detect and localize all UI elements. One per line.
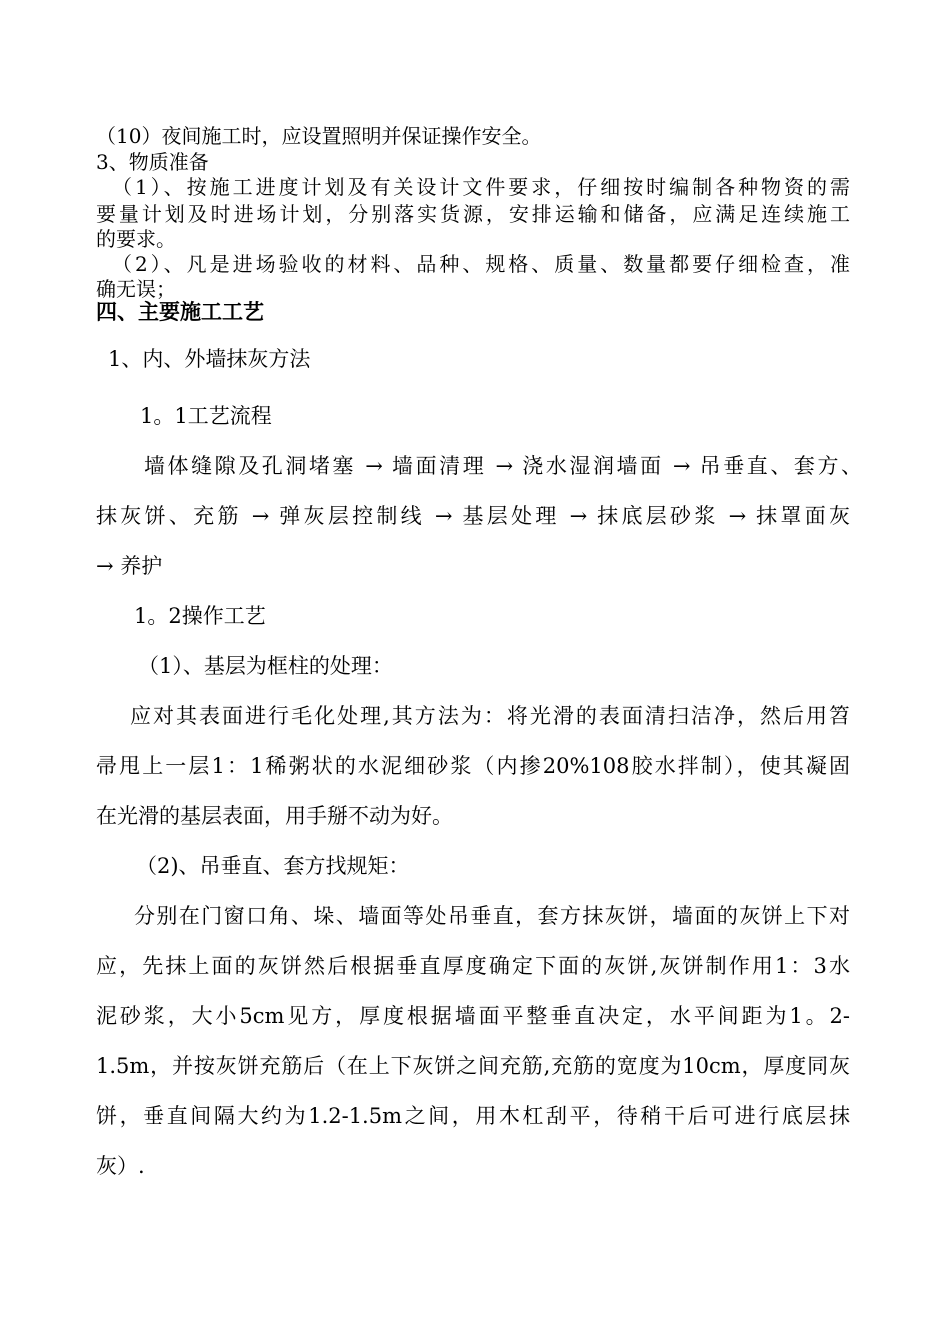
process-flow-line-3: → 养护 xyxy=(96,554,163,578)
operation-2-line-2: 应，先抹上面的灰饼然后根据垂直厚度确定下面的灰饼,灰饼制作用1：3水 xyxy=(96,954,850,978)
operation-2-title: （2)、吊垂直、套方找规矩： xyxy=(136,854,410,878)
material-para-2-line-2: 确无误； xyxy=(96,277,176,301)
subheading-wall-plastering-method: 1、内、外墙抹灰方法 xyxy=(108,347,311,371)
material-para-1-line-1: （1）、按施工进度计划及有关设计文件要求，仔细按时编制各种物资的需 xyxy=(112,175,850,199)
subheading-process-flow: 1。1工艺流程 xyxy=(140,404,272,428)
item-10-night-work: （10）夜间施工时，应设置照明并保证操作安全。 xyxy=(96,124,542,148)
operation-2-line-4: 1.5m，并按灰饼充筋后（在上下灰饼之间充筋,充筋的宽度为10cm，厚度同灰 xyxy=(96,1054,850,1078)
operation-2-line-6: 灰）. xyxy=(96,1154,145,1178)
operation-2-line-1: 分别在门窗口角、垛、墙面等处吊垂直，套方抹灰饼，墙面的灰饼上下对 xyxy=(134,904,850,928)
heading-material-preparation: 3、物质准备 xyxy=(96,150,209,174)
operation-2-line-3: 泥砂浆，大小5cm见方，厚度根据墙面平整垂直决定，水平间距为1。2- xyxy=(96,1004,850,1028)
operation-1-line-2: 帚甩上一层1：1稀粥状的水泥细砂浆（内掺20%108胶水拌制），使其凝固 xyxy=(96,754,850,778)
process-flow-line-1: 墙体缝隙及孔洞堵塞 → 墙面清理 → 浇水湿润墙面 → 吊垂直、套方、 xyxy=(144,454,862,478)
material-para-1-line-2: 要量计划及时进场计划，分别落实货源，安排运输和储备，应满足连续施工 xyxy=(96,202,850,226)
subheading-operation-process: 1。2操作工艺 xyxy=(134,604,266,628)
operation-1-line-3: 在光滑的基层表面，用手掰不动为好。 xyxy=(96,804,453,828)
material-para-2-line-1: （2）、凡是进场验收的材料、品种、规格、质量、数量都要仔细检查，准 xyxy=(112,252,850,276)
material-para-1-line-3: 的要求。 xyxy=(96,227,176,251)
operation-1-line-1: 应对其表面进行毛化处理,其方法为：将光滑的表面清扫洁净，然后用笤 xyxy=(130,704,850,728)
process-flow-line-2: 抹灰饼、充筋 → 弹灰层控制线 → 基层处理 → 抹底层砂浆 → 抹罩面灰 xyxy=(96,504,850,528)
operation-2-line-5: 饼，垂直间隔大约为1.2-1.5m之间，用木杠刮平，待稍干后可进行底层抹 xyxy=(96,1104,850,1128)
operation-1-title: （1）、基层为框柱的处理： xyxy=(138,654,393,678)
section-heading-main-process: 四、主要施工工艺 xyxy=(96,300,264,324)
